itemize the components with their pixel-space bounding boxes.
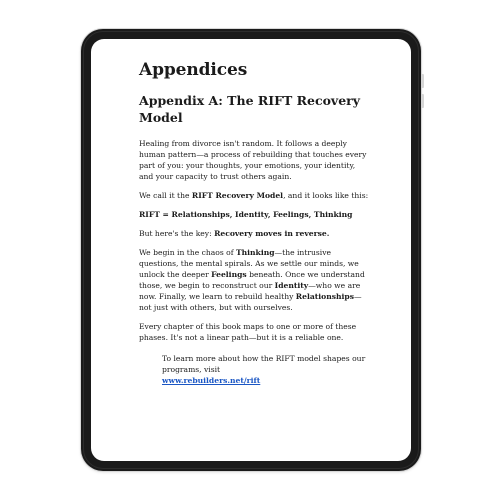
page-title: Appendices	[139, 60, 248, 80]
paragraph-intro: Healing from divorce isn't random. It follows a deeply human pattern—a process of rebuilding that touches every part of you: your thoughts, your emotions, your identity, and your capacity to trust others again.	[139, 138, 367, 181]
text-segment: , and it looks like this:	[283, 190, 369, 200]
learn-more-note	[162, 353, 371, 386]
paragraph-model-name	[139, 190, 371, 201]
tablet-frame	[81, 29, 421, 471]
text-segment: We begin in the chaos of	[139, 247, 236, 257]
text-segment: beneath. Once we understand those, we begin to reconstruct our	[139, 269, 365, 290]
volume-up-button	[421, 74, 424, 88]
bold-key-statement: Recovery moves in reverse.	[214, 228, 330, 238]
text-segment: We call it the	[139, 190, 192, 200]
rift-formula: RIFT = Relationships, Identity, Feelings, Thinking	[139, 209, 353, 219]
bold-model-name: RIFT Recovery Model	[191, 190, 284, 200]
bold-feelings: Feelings	[211, 269, 247, 279]
note-text: To learn more about how the RIFT model shapes our programs, visit	[162, 353, 366, 374]
paragraph-formula	[139, 209, 371, 220]
section-heading: Appendix A: The RIFT Recovery Model	[139, 93, 360, 125]
text-segment: —not just with others, but with ourselves.	[139, 291, 362, 312]
bold-thinking: Thinking	[235, 247, 275, 257]
bold-identity: Identity	[274, 280, 309, 290]
text-segment: —who we are now. Finally, we learn to rebuild healthy	[139, 280, 361, 301]
paragraph-key	[139, 228, 371, 239]
volume-down-button	[421, 94, 424, 108]
paragraph-chapters: Every chapter of this book maps to one or more of these phases. It's not a linear path—but it is a reliable one.	[139, 321, 357, 342]
text-segment: —the intrusive questions, the mental spirals. As we settle our minds, we unlock the deeper	[139, 247, 359, 279]
rift-link[interactable]: www.rebuilders.net/rift	[162, 375, 261, 385]
text-segment: But here's the key:	[139, 228, 215, 238]
tablet-screen	[91, 39, 411, 461]
document-page	[139, 60, 371, 394]
paragraph-phases	[139, 247, 371, 313]
bold-relationships: Relationships	[295, 291, 354, 301]
